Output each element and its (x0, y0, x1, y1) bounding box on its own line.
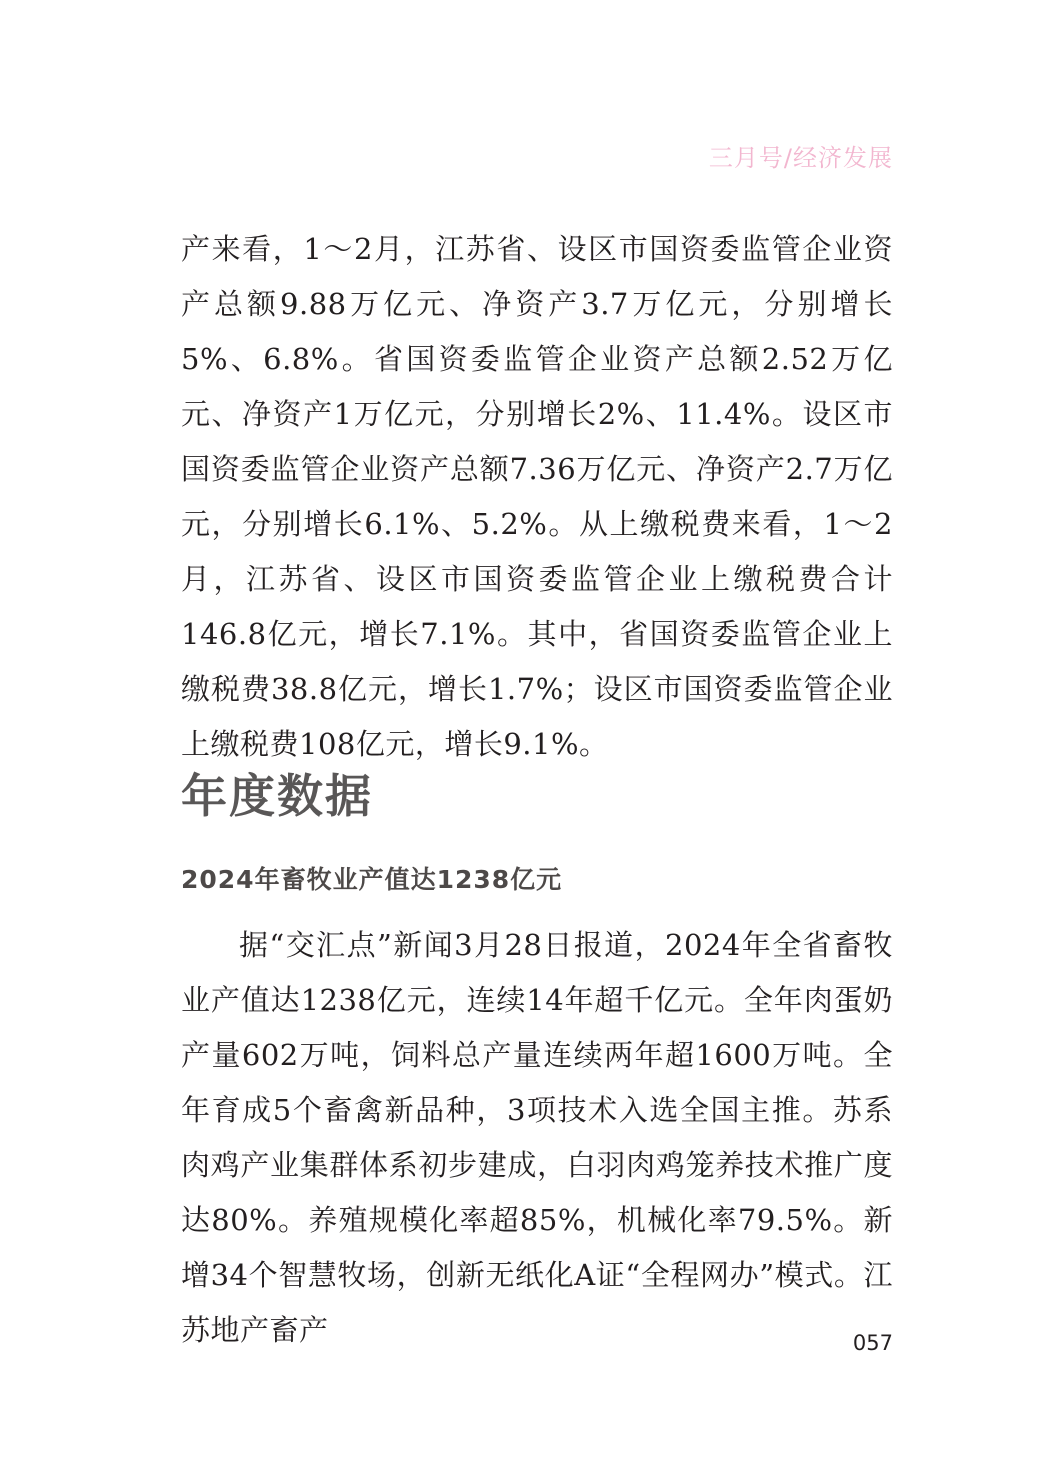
intro-paragraph: 产来看，1～2月，江苏省、设区市国资委监管企业资产总额9.88万亿元、净资产3.7万亿元，分别增长5%、6.8%。省国资委监管企业资产总额2.52万亿元、净资产1万亿元，分别增长2%、11.4%。设区市国资委监管企业资产总额7.36万亿元、净资产2.7万亿元，分别增长6.1%、5.2%。从上缴税费来看，1～2月，江苏省、设区市国资委监管企业上缴税费合计146.8亿元，增长7.1%。其中，省国资委监管企业上缴税费38.8亿元，增长1.7%；设区市国资委监管企业上缴税费108亿元，增长9.1%。 (181, 232, 893, 761)
article-title: 2024年畜牧业产值达1238亿元 (181, 865, 563, 894)
page-number: 057 (852, 1331, 893, 1355)
article-paragraph: 据“交汇点”新闻3月28日报道，2024年全省畜牧业产值达1238亿元，连续14年超千亿元。全年肉蛋奶产量602万吨，饲料总产量连续两年超1600万吨。全年育成5个畜禽新品种，3项技术入选全国主推。苏系肉鸡产业集群体系初步建成，白羽肉鸡笼养技术推广度达80%。养殖规模化率超85%，机械化率79.5%。新增34个智慧牧场，创新无纸化A证“全程网办”模式。江苏地产畜产 (181, 928, 893, 1347)
intro-text-block (181, 222, 893, 772)
article-body (181, 918, 893, 1358)
running-header: 三月号/经济发展 (708, 144, 893, 172)
section-title: 年度数据 (181, 769, 373, 823)
